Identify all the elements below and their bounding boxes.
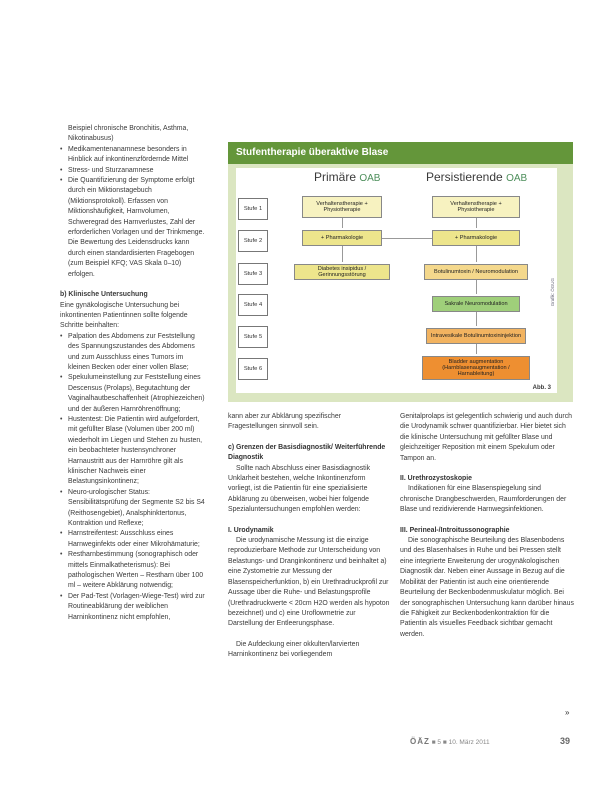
persistent-box-3: Botulinumtoxin / Neuromodulation xyxy=(424,264,528,280)
section-i-heading: I. Urodynamik xyxy=(228,526,274,534)
stage-6: Stufe 6 xyxy=(238,358,268,380)
list-item: • Restharnbestimmung (sonographisch oder mittels Einmalkatheterismus): Bei pathologischen Werten – Restharn über 100 ml – weitere Abklärung notwendig; xyxy=(60,550,206,592)
stage-1: Stufe 1 xyxy=(238,198,268,220)
list-item: • Die Quantifizierung der Symptome erfolgt durch ein Miktionstagebuch (Miktionsprotokoll). Erfassen von Miktionshäufigkeit, Harnvolumen, Schweregrad des Harnverlustes, Zahl der erforderlichen Vorlagen und der Trinkmenge. Die Bewertung des Leidensdrucks kann durch einen standardisierten Fragebogen (zum Beispiel KFQ; VAS Skala 0–10) erfolgen. xyxy=(60,176,206,280)
connector xyxy=(342,218,343,228)
stage-2: Stufe 2 xyxy=(238,230,268,252)
persistent-box-2: + Pharmakologie xyxy=(432,230,520,246)
page-footer xyxy=(410,737,570,751)
connector xyxy=(476,312,477,326)
primary-box-2: + Pharmakologie xyxy=(302,230,382,246)
section-i-text: Die urodynamische Messung ist die einzige reproduzierbare Methode zur Unterscheidung von Belastungs- und Dranginkontinenz und beinhaltet a) eine Zystometrie zur Messung der Blasenspeicherfunktion, b) ein Urethradruckprofil zur Aussage über die Ruhe- und Belastungsprofile (Urethradruckwerte < 20cm H2O werden als hypoton bezeichnet) und c) eine Uroflowmetrie zur Darstellung der Entleerungsphase. xyxy=(228,537,390,628)
right-column xyxy=(400,412,575,640)
connector xyxy=(476,246,477,262)
figure-title: Stufentherapie überaktive Blase xyxy=(228,142,573,164)
examination-list xyxy=(60,332,206,623)
anamnesis-list xyxy=(60,145,206,280)
right-continuation: Genitalprolaps ist gelegentlich schwierig und auch durch die Urodynamik schwer quantifizierbar. Hier bietet sich die klinische Untersuchung mit gefüllter Blase und gleichzeitiger Reposition mit einem Spekulum oder Tampon an. xyxy=(400,413,572,462)
section-i-text2: Die Aufdeckung einer okkulten/larvierten Harninkontinenz bei vorliegendem xyxy=(228,640,360,659)
primary-box-3: Diabetes insipidus / Gerinnungsstörung xyxy=(294,264,390,280)
list-item: • Palpation des Abdomens zur Feststellung des Spannungszustandes des Abdomens und zum Ausschluss eines Tumors im kleinen Becken oder einer vollen Blase; xyxy=(60,332,206,374)
column-head-primary: Primäre OAB xyxy=(314,170,381,184)
middle-continuation: kann aber zur Abklärung spezifischer Fragestellungen sinnvoll sein. xyxy=(228,413,341,431)
connector xyxy=(476,218,477,228)
continue-mark: » xyxy=(565,708,570,717)
section-iii-text: Die sonographische Beurteilung des Blasenbodens und des Blasenhalses in Ruhe und bei Pressen stellt eine integrierte Erweiterung der urogynäkologischen Diagnostik dar. Neben einer Aussage in Bezug auf die Mobilität der Patientin ist auch eine orientierende Beurteilung der Beckenbodenmuskulatur möglich. Bei der sonographischen Untersuchung kann darüber hinaus die Fähigkeit zur Beckenbodenkontraktion für die Patientin als visuelles Feedback sichtbar gemacht werden. xyxy=(400,537,574,638)
section-c-heading: c) Grenzen der Basisdiagnostik/ Weiterführende Diagnostik xyxy=(228,443,386,462)
section-c-text: Sollte nach Abschluss einer Basisdiagnostik Unklarheit bestehen, welche Inkontinenzform vorliegt, ist die Patientin für eine spezialisierte Abklärung zu überweisen, wobei hier folgende Spezialuntersuchungen empfohlen werden: xyxy=(228,464,371,514)
list-item: • Stress- und Sturzanamnese xyxy=(60,166,206,176)
middle-column xyxy=(228,412,391,661)
list-item: • Medikamentenanamnese besonders in Hinblick auf inkontinenzfördernde Mittel xyxy=(60,145,206,166)
primary-box-1: Verhaltenstherapie + Physiotherapie xyxy=(302,196,382,218)
connector xyxy=(476,280,477,294)
section-ii-text: Indikationen für eine Blasenspiegelung sind chronische Drangbeschwerden, Raumforderungen der Blase und rezidivierende Harnwegsinfektionen. xyxy=(400,485,567,514)
list-item: • Harnstreifentest: Ausschluss eines Harnweginfekts oder einer Mikrohämaturie; xyxy=(60,529,206,550)
connector xyxy=(476,344,477,354)
list-item: • Der Pad-Test (Vorlagen-Wiege-Test) wird zur Routineabklärung der weiblichen Harninkontinenz nicht empfohlen, xyxy=(60,592,206,623)
section-b-heading: b) Klinische Untersuchung xyxy=(60,291,148,299)
persistent-box-4: Sakrale Neuromodulation xyxy=(432,296,520,312)
column-head-persistent: Persistierende OAB xyxy=(426,170,528,184)
issue-info: ■ 5 ■ 10. März 2011 xyxy=(431,739,490,746)
persistent-box-5: Intravesikale Botulinumtoxininjektion xyxy=(426,328,526,344)
left-continuation: Beispiel chronische Bronchitis, Asthma, Nikotinabusus) xyxy=(68,125,189,143)
figure-diagram xyxy=(236,168,557,393)
stage-5: Stufe 5 xyxy=(238,326,268,348)
stage-4: Stufe 4 xyxy=(238,294,268,316)
connector xyxy=(342,246,343,262)
section-iii-heading: III. Perineal-/Introitussonographie xyxy=(400,526,510,534)
connector xyxy=(382,238,432,239)
page-number: 39 xyxy=(559,736,570,746)
list-item: • Hustentest: Die Patientin wird aufgefordert, mit gefüllter Blase (Volumen über 200 ml) wiederholt im Liegen und Stehen zu husten, ein beobachteter hustensynchroner Harnaustritt aus der Harnröhre gilt als klinischer Nachweis einer Belastungsinkontinenz; xyxy=(60,415,206,488)
section-ii-heading: II. Urethrozystoskopie xyxy=(400,475,472,483)
stufentherapie-figure xyxy=(228,142,573,402)
figure-label: Abb. 3 xyxy=(532,385,551,391)
persistent-box-1: Verhaltenstherapie + Physiotherapie xyxy=(432,196,520,218)
journal-name: ÖÄZ xyxy=(410,737,430,746)
section-b-intro: Eine gynäkologische Untersuchung bei inkontinenten Patientinnen sollte folgende Schritte beinhalten: xyxy=(60,301,188,330)
left-column xyxy=(60,124,206,623)
figure-credit: Grafik: ÖGUG xyxy=(550,278,555,307)
stage-3: Stufe 3 xyxy=(238,263,268,285)
list-item: • Neuro-urologischer Status: Sensibilitätsprüfung der Segmente S2 bis S4 (Reithosengebiet), Analsphinktertonus, Kontraktion und Reflexe; xyxy=(60,488,206,530)
list-item: • Spekulumeinstellung zur Feststellung eines Descensus (Prolaps), Begutachtung der Vaginalhautbeschaffenheit (Atrophiezeichen) und der äußeren Harnröhrenöffnung; xyxy=(60,373,206,415)
persistent-box-6: Bladder augmentation (Harnblasenaugmentation / Harnableitung) xyxy=(422,356,530,380)
